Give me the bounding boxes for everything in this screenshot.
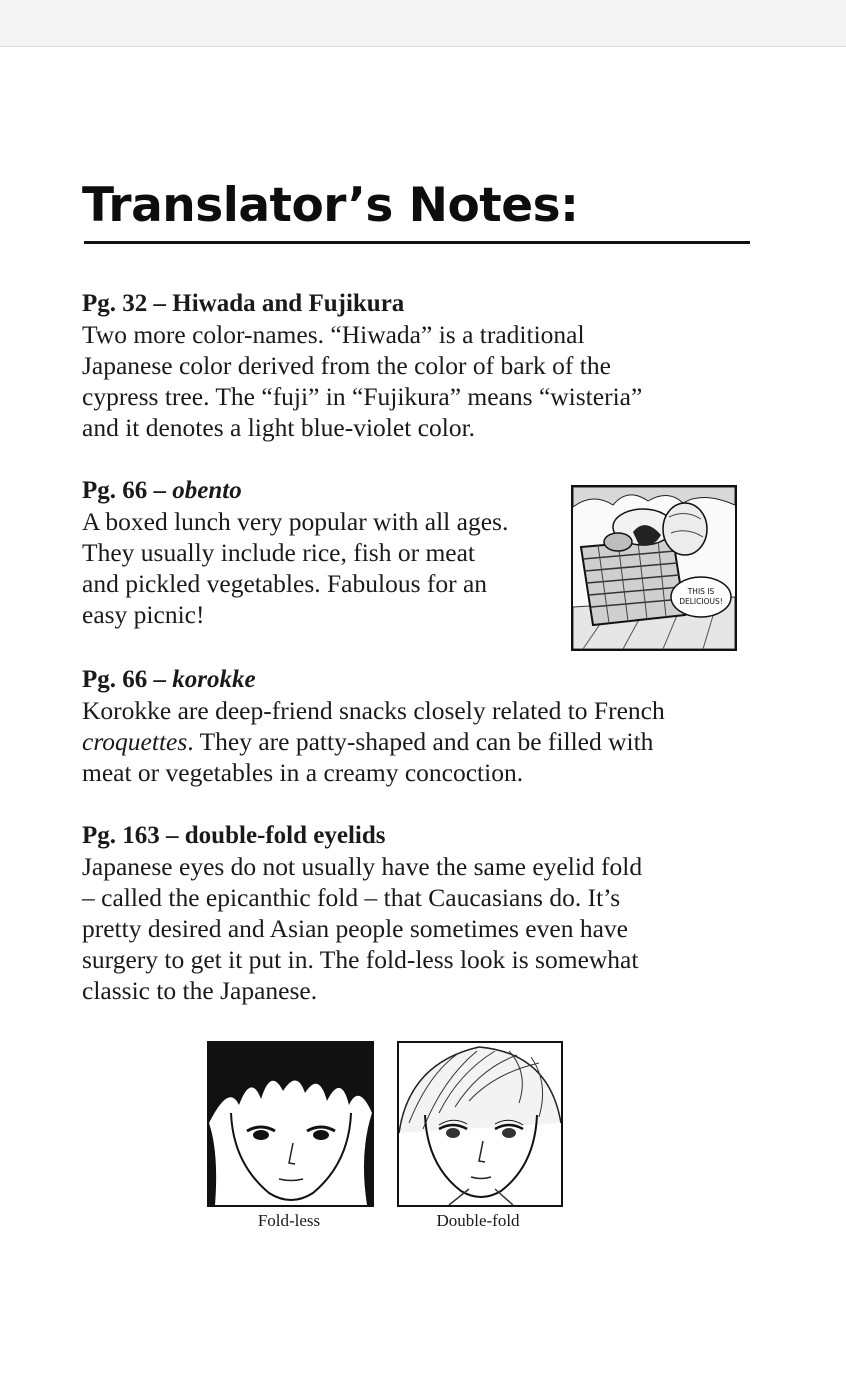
page-ref: Pg. 32 – [82, 290, 173, 317]
body-line: easy picnic! [82, 600, 205, 629]
body-line: pretty desired and Asian people sometimes even have [82, 914, 628, 943]
body-line: classic to the Japanese. [82, 976, 318, 1005]
body-line: surgery to get it put in. The fold-less look is somewhat [82, 945, 639, 974]
body-line: cypress tree. The “fuji” in “Fujikura” means “wisteria” [82, 382, 643, 411]
speech-line-1: THIS IS [687, 587, 715, 596]
note-title [82, 664, 762, 695]
body-line [82, 726, 762, 757]
note-term: korokke [172, 666, 256, 693]
body-line: meat or vegetables in a creamy concoction. [82, 758, 524, 787]
double-fold-face-illustration [397, 1041, 563, 1207]
speech-line-2: DELICIOUS! [679, 597, 723, 606]
note-term: double-fold eyelids [184, 822, 386, 849]
italic-term: croquettes [82, 727, 188, 756]
page-ref: Pg. 66 – [82, 666, 173, 693]
body-line: and pickled vegetables. Fabulous for an [82, 569, 488, 598]
body-line: Two more color-names. “Hiwada” is a traditional [82, 320, 585, 349]
title-underline [84, 241, 750, 244]
page-ref: Pg. 66 – [82, 477, 173, 504]
foldless-caption: Fold-less [257, 1211, 321, 1230]
body-line: Japanese color derived from the color of bark of the [82, 351, 611, 380]
note-title [82, 820, 762, 851]
page-ref: Pg. 163 – [82, 822, 185, 849]
body-line: and it denotes a light blue-violet color. [82, 413, 476, 442]
double-fold-caption: Double-fold [436, 1211, 520, 1230]
note-body [82, 695, 762, 788]
body-line: Korokke are deep-friend snacks closely related to French [82, 696, 665, 725]
note-body [82, 319, 762, 443]
note-title [82, 288, 762, 319]
body-line: Japanese eyes do not usually have the same eyelid fold [82, 852, 643, 881]
note-body [82, 851, 762, 1006]
body-line: They usually include rice, fish or meat [82, 538, 475, 567]
obento-illustration [571, 485, 737, 651]
note-hiwada [82, 288, 762, 443]
body-line: – called the epicanthic fold – that Caucasians do. It’s [82, 883, 621, 912]
page-top-shade [0, 0, 846, 46]
page-title: Translator’s Notes: [82, 178, 579, 233]
note-korokke [82, 664, 762, 788]
note-term: obento [172, 477, 242, 504]
foldless-face-illustration [207, 1041, 374, 1207]
note-term: Hiwada and Fujikura [172, 290, 405, 317]
page-edge-line [0, 46, 846, 47]
body-line: A boxed lunch very popular with all ages. [82, 507, 509, 536]
body-text: . They are patty-shaped and can be filled with [187, 727, 654, 756]
note-eyelids [82, 820, 762, 1006]
